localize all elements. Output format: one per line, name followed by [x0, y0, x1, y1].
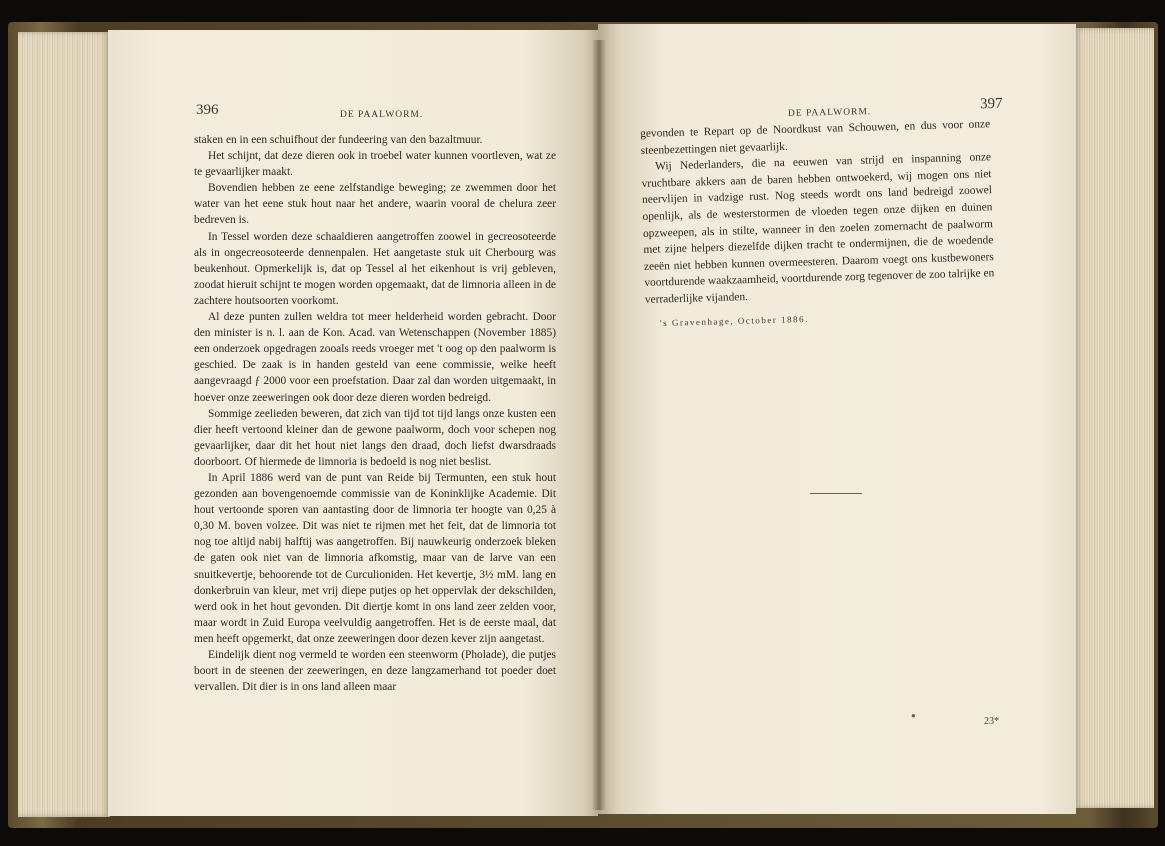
paragraph: Het schijnt, dat deze dieren ook in troebel water kunnen voortleven, wat ze te gevaarlijker maakt.: [194, 150, 556, 179]
running-head: DE PAALWORM.: [787, 107, 872, 119]
paragraph: gevonden te Repart op de Noordkust van Schouwen, en dus voor onze steenbezettingen niet gevaarlijk.: [640, 118, 991, 157]
place-date-signature: 's Gravenhage, October 1886.: [659, 313, 809, 329]
running-head: DE PAALWORM.: [340, 110, 424, 120]
section-divider: [810, 493, 862, 494]
left-page: [108, 30, 598, 816]
paragraph: staken en in een schuifhout der fundeering van den bazaltmuur.: [194, 134, 483, 146]
paragraph: Eindelijk dient nog vermeld te worden een steenworm (Pholade), die putjes boort in de steenen der zeeweringen, en deze langzamerhand tot poeder doet vervallen. Dit dier is in ons land alleen maar: [194, 649, 556, 694]
paragraph: In Tessel worden deze schaaldieren aangetroffen zoowel in gecreosoteerde als in ongecreosoteerde dennenpalen. Het aangetaste stuk uit Cherbourg was beukenhout. Opmerkelijk is, dat op Tessel al het eikenhout is vrij gebleven, zoodat hieruit schijnt te mogen worden opgemaakt, dat de limnoria alleen in de zachtere houtsoorten voorkomt.: [194, 230, 556, 307]
paragraph: Bovendien hebben ze eene zelfstandige beweging; ze zwemmen door het water van het eene stuk hout naar het andere, waarin vooral de chelura zeer bedreven is.: [194, 182, 556, 227]
left-page-edges: [18, 32, 110, 817]
right-page-edges: [1074, 28, 1154, 808]
left-page-body: [194, 132, 556, 695]
right-page-body: [640, 116, 995, 308]
paragraph: Wij Nederlanders, die na eeuwen van strijd en inspanning onze vruchtbare akkers aan de baren hebben ontwoekerd, wij mogen ons niet neervlijen in vadzige rust. Nog steeds wordt ons land bedreigd zoowel openlijk, als de westerstormen de vloeden tegen onze dijken en duinen opzweepen, als in stilte, wanneer in den zoelen zomernacht de paalworm met zijne helpers diezelfde dijken tracht te ondermijnen, die de woedende zeeën niet hebben kunnen overmeesteren. Daarom voegt ons kustbewoners voortdurende waakzaamheid, voortdurende zorg tegenover de zoo talrijke en verraderlijke vijanden.: [641, 151, 995, 306]
page-number: 397: [979, 95, 1003, 113]
decorative-dot: ●: [911, 711, 916, 720]
paragraph: Al deze punten zullen weldra tot meer helderheid worden gebracht. Door den minister is n. l. aan de Kon. Acad. van Wetenschappen (November 1885) een onderzoek opgedragen zooals reeds vroeger met 't oog op den paalworm is geschied. De zaak is in handen gesteld van eene commissie, welke heeft aangevraagd ƒ 2000 voor een proefstation. Daar zal dan worden uitgemaakt, in hoever onze zeeweringen ook door deze dieren worden bedreigd.: [194, 311, 556, 404]
paragraph: In April 1886 werd van de punt van Reide bij Termunten, een stuk hout gezonden aan bovengenoemde commissie van de Koninklijke Academie. Dit hout vertoonde sporen van aantasting door de limnoria ter hoogte van 0,25 à 0,30 M. boven volzee. Dit was niet te rijmen met het feit, dat de limnoria tot nog toe altijd nabij halftij was aangetroffen. Bij nauwkeurig onderzoek bleken de gaten ook niet van de limnoria afkomstig, maar van de larve van een snuitkevertje, behoorende tot de Curculioniden. Het kevertje, 3½ mM. lang en donkerbruin van kleur, met vrij diepe putjes op het oppervlak der dekschilden, werd ook in het hout gevonden. Dit diertje komt in ons land zeer zelden voor, maar wordt in Zuid Europa veelvuldig aangetroffen. Het is de eerste maal, dat men heeft opgemerkt, dat onze zeeweringen door dezen kever zijn aangetast.: [194, 471, 556, 645]
paragraph: Sommige zeelieden beweren, dat zich van tijd tot tijd langs onze kusten een dier heeft vertoond kleiner dan de gewone paalworm, doch voor schepen nog gevaarlijker, daar dit het hout niet langs den draad, doch liefst dwarsdraads doorboort. Of hiermede de limnoria is bedoeld is nog niet beslist.: [194, 407, 556, 468]
page-number: 396: [196, 102, 219, 118]
signature-mark: 23*: [984, 716, 999, 727]
book-gutter: [592, 40, 606, 810]
right-page: [598, 24, 1076, 814]
